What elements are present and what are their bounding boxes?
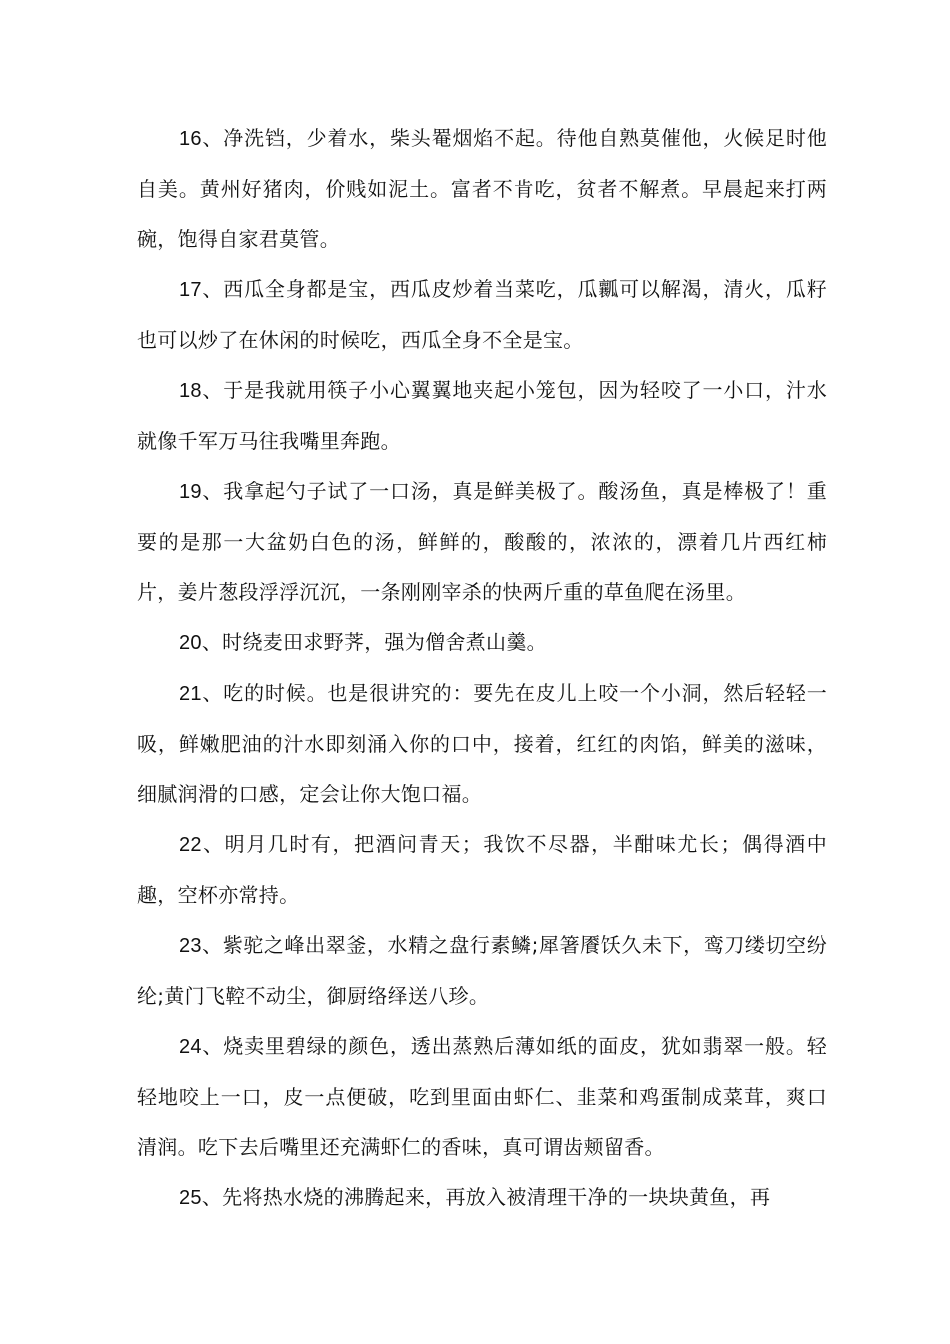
paragraph-25 (137, 1172, 827, 1223)
paragraph-text: 、西瓜全身都是宝，西瓜皮炒着当菜吃，瓜瓤可以解渴，清火，瓜籽也可以炒了在休闲的时候吃，西瓜全身不全是宝。 (137, 277, 827, 352)
paragraph-17 (137, 264, 827, 365)
paragraph-number: 24 (179, 1036, 202, 1058)
paragraph-number: 23 (179, 935, 202, 957)
paragraph-number: 25 (179, 1187, 202, 1209)
paragraph-24 (137, 1021, 827, 1172)
paragraph-text: 、烧卖里碧绿的颜色，透出蒸熟后薄如纸的面皮，犹如翡翠一般。轻轻地咬上一口，皮一点便破，吃到里面由虾仁、韭菜和鸡蛋制成菜茸，爽口清润。吃下去后嘴里还充满虾仁的香味，真可谓齿颊留香。 (137, 1034, 827, 1159)
paragraph-19 (137, 466, 827, 617)
paragraph-number: 22 (179, 834, 202, 856)
paragraph-number: 16 (179, 128, 202, 150)
paragraph-16 (137, 113, 827, 264)
paragraph-text: 、于是我就用筷子小心翼翼地夹起小笼包，因为轻咬了一小口，汁水就像千军万马往我嘴里奔跑。 (137, 378, 827, 453)
paragraph-23 (137, 920, 827, 1021)
paragraph-number: 18 (179, 380, 202, 402)
document-body (137, 113, 827, 1223)
paragraph-text: 、我拿起勺子试了一口汤，真是鲜美极了。酸汤鱼，真是棒极了！重要的是那一大盆奶白色的汤，鲜鲜的，酸酸的，浓浓的，漂着几片西红柿片，姜片葱段浮浮沉沉，一条刚刚宰杀的快两斤重的草鱼爬在汤里。 (137, 479, 827, 604)
paragraph-text: 、吃的时候。也是很讲究的：要先在皮儿上咬一个小洞，然后轻轻一吸，鲜嫩肥油的汁水即刻涌入你的口中，接着，红红的肉馅，鲜美的滋味，细腻润滑的口感，定会让你大饱口福。 (137, 681, 827, 806)
paragraph-text: 、先将热水烧的沸腾起来，再放入被清理干净的一块块黄鱼，再 (201, 1185, 771, 1209)
paragraph-20 (137, 617, 827, 668)
paragraph-number: 20 (179, 632, 202, 654)
paragraph-text: 、净洗铛，少着水，柴头罨烟焰不起。待他自熟莫催他，火候足时他自美。黄州好猪肉，价贱如泥土。富者不肯吃，贫者不解煮。早晨起来打两碗，饱得自家君莫管。 (137, 126, 827, 251)
paragraph-text: 、时绕麦田求野荠，强为僧舍煮山羹。 (201, 630, 547, 654)
paragraph-21 (137, 668, 827, 819)
paragraph-number: 17 (179, 279, 202, 301)
paragraph-number: 19 (179, 481, 202, 503)
paragraph-22 (137, 819, 827, 920)
paragraph-18 (137, 365, 827, 466)
paragraph-text: 、明月几时有，把酒问青天；我饮不尽器，半酣味尤长；偶得酒中趣，空杯亦常持。 (137, 832, 827, 907)
paragraph-number: 21 (179, 683, 202, 705)
paragraph-text: 、紫驼之峰出翠釜，水精之盘行素鳞;犀箸餍饫久未下，鸾刀缕切空纷纶;黄门飞鞚不动尘，御厨络绎送八珍。 (137, 933, 827, 1008)
